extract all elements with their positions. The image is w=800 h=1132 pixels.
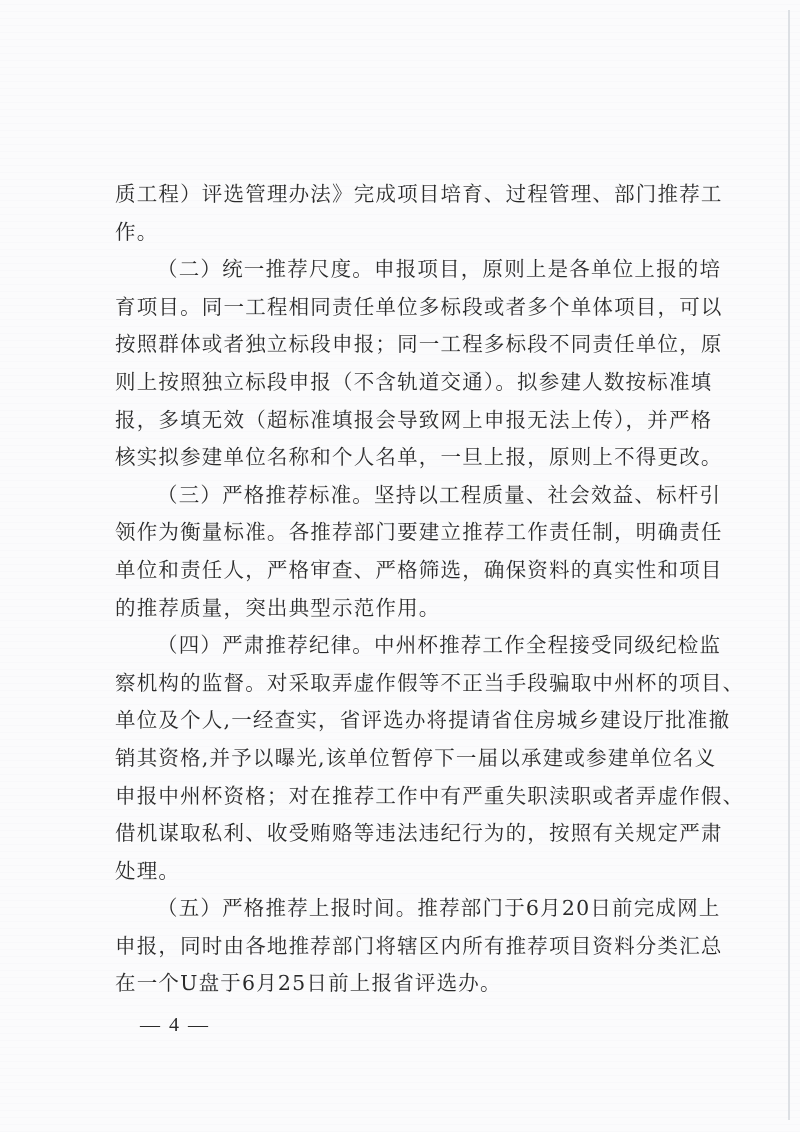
text-line: 按照群体或者独立标段申报；同一工程多标段不同责任单位，原 <box>115 332 723 357</box>
page-number: — 4 — <box>140 1014 210 1036</box>
text-line: 单位和责任人，严格审查、严格筛选，确保资料的真实性和项目 <box>115 557 723 582</box>
text-line: 在一个U盘于6月25日前上报省评选办。 <box>115 971 502 996</box>
text-line <box>115 627 722 665</box>
text-line: 核实拟参建单位名称和个人名单，一旦上报，原则上不得更改。 <box>115 445 723 470</box>
text-line: 申报中州杯资格；对在推荐工作中有严重失职渎职或者弄虚作假、 <box>115 783 745 808</box>
text-line: 察机构的监督。对采取弄虚作假等不正当手段骗取中州杯的项目、 <box>115 670 745 695</box>
text-line: 质工程）评选管理办法》完成项目培育、过程管理、部门推荐工 <box>115 182 723 206</box>
scan-edge-line <box>788 10 790 1120</box>
text-line: 单位及个人,一经查实，省评选办将提请省住房城乡建设厅批准撤 <box>115 708 731 733</box>
text-line <box>115 251 722 289</box>
text-segment: 坚持以工程质量、社会效益、标杆引 <box>374 482 722 507</box>
text-line: 的推荐质量，突出典型示范作用。 <box>115 595 441 620</box>
paragraph-discipline <box>115 627 745 890</box>
section-heading: （五）严格推荐上报时间。 <box>157 896 418 921</box>
text-segment: 中州杯推荐工作全程接受同级纪检监 <box>374 633 722 658</box>
text-line: 领作为衡量标准。各推荐部门要建立推荐工作责任制，明确责任 <box>115 520 723 545</box>
paragraph-continuation <box>115 176 723 251</box>
text-segment: 推荐部门于6月20日前完成网上 <box>417 896 721 921</box>
text-line: 申报，同时由各地推荐部门将辖区内所有推荐项目资料分类汇总 <box>115 933 723 958</box>
text-line <box>115 890 721 928</box>
text-line: 则上按照独立标段申报（不含轨道交通）。拟参建人数按标准填 <box>115 369 713 394</box>
text-line: 报，多填无效（超标准填报会导致网上申报无法上传），并严格 <box>115 407 713 432</box>
text-line: 借机谋取私利、收受贿赂等违法违纪行为的，按照有关规定严肃 <box>115 821 723 846</box>
paragraph-unified-standard <box>115 251 723 477</box>
section-heading: （三）严格推荐标准。 <box>157 482 374 507</box>
text-line: 作。 <box>115 219 159 244</box>
section-heading: （二）统一推荐尺度。 <box>157 257 374 282</box>
text-segment: 申报项目，原则上是各单位上报的培 <box>374 257 722 282</box>
text-line <box>115 477 722 515</box>
text-line: 销其资格,并予以曝光,该单位暂停下一届以承建或参建单位名义 <box>115 745 717 770</box>
text-line: 育项目。同一工程相同责任单位多标段或者多个单体项目，可以 <box>115 294 723 319</box>
document-body <box>115 176 745 1003</box>
paragraph-submission-deadline <box>115 890 723 1003</box>
section-heading: （四）严肃推荐纪律。 <box>157 633 374 658</box>
paragraph-strict-criteria <box>115 477 723 627</box>
text-line: 处理。 <box>115 858 181 883</box>
